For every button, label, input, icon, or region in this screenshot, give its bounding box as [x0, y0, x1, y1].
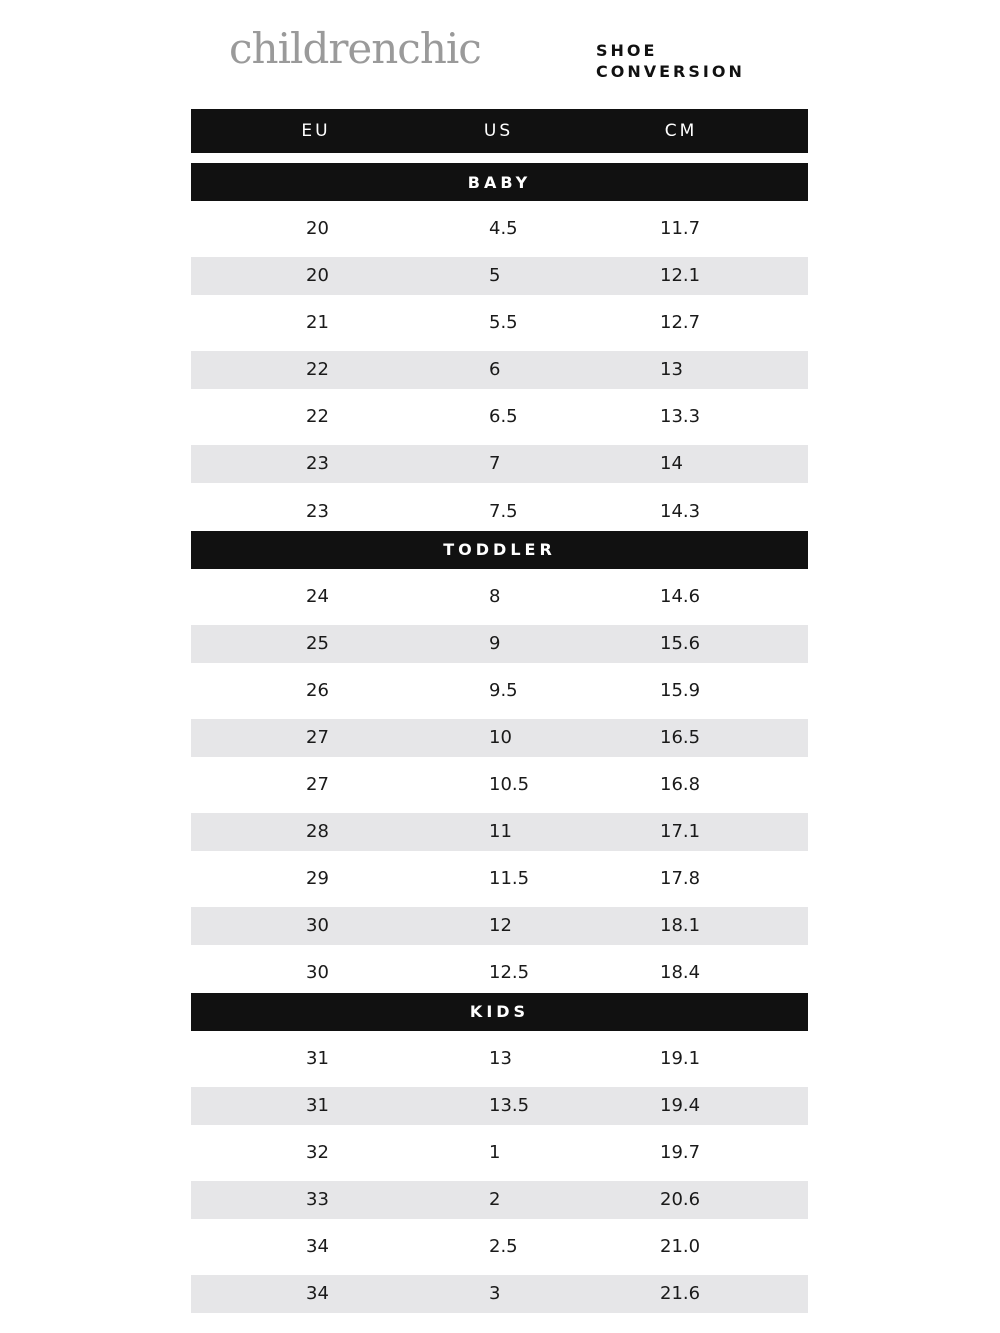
cell-cm: 14 [660, 453, 683, 475]
cell-eu: 31 [306, 1047, 329, 1069]
cell-eu: 23 [306, 453, 329, 475]
table-row [191, 945, 808, 992]
cell-us: 6 [489, 359, 501, 381]
section-header: BABY [191, 163, 808, 201]
table-row [191, 1266, 808, 1313]
table-row [191, 1172, 808, 1219]
cell-us: 9.5 [489, 679, 518, 701]
table-row [191, 1078, 808, 1125]
cell-us: 10 [489, 726, 512, 748]
cell-eu: 30 [306, 962, 329, 984]
cell-eu: 33 [306, 1188, 329, 1210]
table-row [191, 248, 808, 295]
cell-cm: 15.6 [660, 632, 701, 654]
cell-eu: 24 [306, 585, 329, 607]
table-row [191, 295, 808, 342]
chart-title [596, 40, 745, 82]
table-row [191, 663, 808, 710]
cell-us: 9 [489, 632, 501, 654]
section-kids [191, 993, 808, 1314]
cell-eu: 32 [306, 1141, 329, 1163]
cell-us: 11.5 [489, 868, 530, 890]
cell-us: 3 [489, 1282, 501, 1304]
column-header-row [191, 109, 808, 153]
cell-eu: 26 [306, 679, 329, 701]
cell-eu: 34 [306, 1282, 329, 1304]
cell-us: 13 [489, 1047, 512, 1069]
table-row [191, 616, 808, 663]
cell-cm: 15.9 [660, 679, 701, 701]
table-row [191, 1125, 808, 1172]
cell-us: 12.5 [489, 962, 530, 984]
table-sections [191, 163, 808, 1313]
section-rows [191, 201, 808, 531]
column-header-cm: CM [664, 121, 698, 141]
table-row [191, 1219, 808, 1266]
section-baby [191, 163, 808, 531]
cell-cm: 16.5 [660, 726, 701, 748]
cell-us: 5.5 [489, 312, 518, 334]
cell-eu: 27 [306, 774, 329, 796]
cell-us: 7.5 [489, 500, 518, 522]
chart-title-line-2: CONVERSION [596, 62, 745, 81]
cell-eu: 23 [306, 500, 329, 522]
cell-cm: 21.0 [660, 1235, 701, 1257]
section-rows [191, 569, 808, 993]
cell-us: 4.5 [489, 218, 518, 239]
cell-us: 1 [489, 1141, 501, 1163]
cell-cm: 20.6 [660, 1188, 701, 1210]
cell-eu: 22 [306, 406, 329, 428]
cell-us: 6.5 [489, 406, 518, 428]
table-row [191, 898, 808, 945]
table-row [191, 389, 808, 436]
cell-cm: 21.6 [660, 1282, 701, 1304]
chart-title-line-1: SHOE [596, 41, 658, 60]
cell-us: 10.5 [489, 774, 530, 796]
cell-cm: 14.3 [660, 500, 701, 522]
cell-eu: 31 [306, 1094, 329, 1116]
cell-us: 2.5 [489, 1235, 518, 1257]
cell-eu: 20 [306, 218, 329, 239]
table-row [191, 804, 808, 851]
cell-us: 11 [489, 821, 512, 843]
section-header: TODDLER [191, 531, 808, 569]
cell-eu: 34 [306, 1235, 329, 1257]
table-row [191, 569, 808, 616]
column-header-eu: EU [301, 121, 331, 141]
cell-cm: 14.6 [660, 585, 701, 607]
cell-eu: 25 [306, 632, 329, 654]
cell-us: 12 [489, 915, 512, 937]
table-row [191, 1031, 808, 1078]
cell-cm: 19.7 [660, 1141, 701, 1163]
cell-us: 2 [489, 1188, 501, 1210]
header [0, 0, 1000, 100]
table-row [191, 436, 808, 483]
table-row [191, 757, 808, 804]
cell-eu: 20 [306, 265, 329, 287]
column-header-us: US [483, 121, 514, 141]
cell-cm: 19.4 [660, 1094, 701, 1116]
cell-eu: 21 [306, 312, 329, 334]
cell-cm: 12.7 [660, 312, 701, 334]
cell-cm: 17.1 [660, 821, 701, 843]
cell-eu: 28 [306, 821, 329, 843]
section-header: KIDS [191, 993, 808, 1031]
section-toddler [191, 531, 808, 993]
cell-cm: 13 [660, 359, 683, 381]
cell-eu: 30 [306, 915, 329, 937]
brand-logo: childrenchic [229, 24, 481, 73]
cell-us: 7 [489, 453, 501, 475]
cell-cm: 12.1 [660, 265, 701, 287]
table-row [191, 201, 808, 248]
cell-cm: 16.8 [660, 774, 701, 796]
table-row [191, 851, 808, 898]
cell-cm: 11.7 [660, 218, 701, 239]
cell-us: 5 [489, 265, 501, 287]
table-row [191, 342, 808, 389]
size-conversion-table [191, 109, 808, 1313]
table-row [191, 484, 808, 531]
cell-cm: 17.8 [660, 868, 701, 890]
cell-cm: 18.4 [660, 962, 701, 984]
section-rows [191, 1031, 808, 1314]
cell-us: 13.5 [489, 1094, 530, 1116]
cell-cm: 13.3 [660, 406, 701, 428]
cell-us: 8 [489, 585, 501, 607]
cell-cm: 19.1 [660, 1047, 701, 1069]
cell-cm: 18.1 [660, 915, 701, 937]
cell-eu: 22 [306, 359, 329, 381]
cell-eu: 29 [306, 868, 329, 890]
table-row [191, 710, 808, 757]
cell-eu: 27 [306, 726, 329, 748]
